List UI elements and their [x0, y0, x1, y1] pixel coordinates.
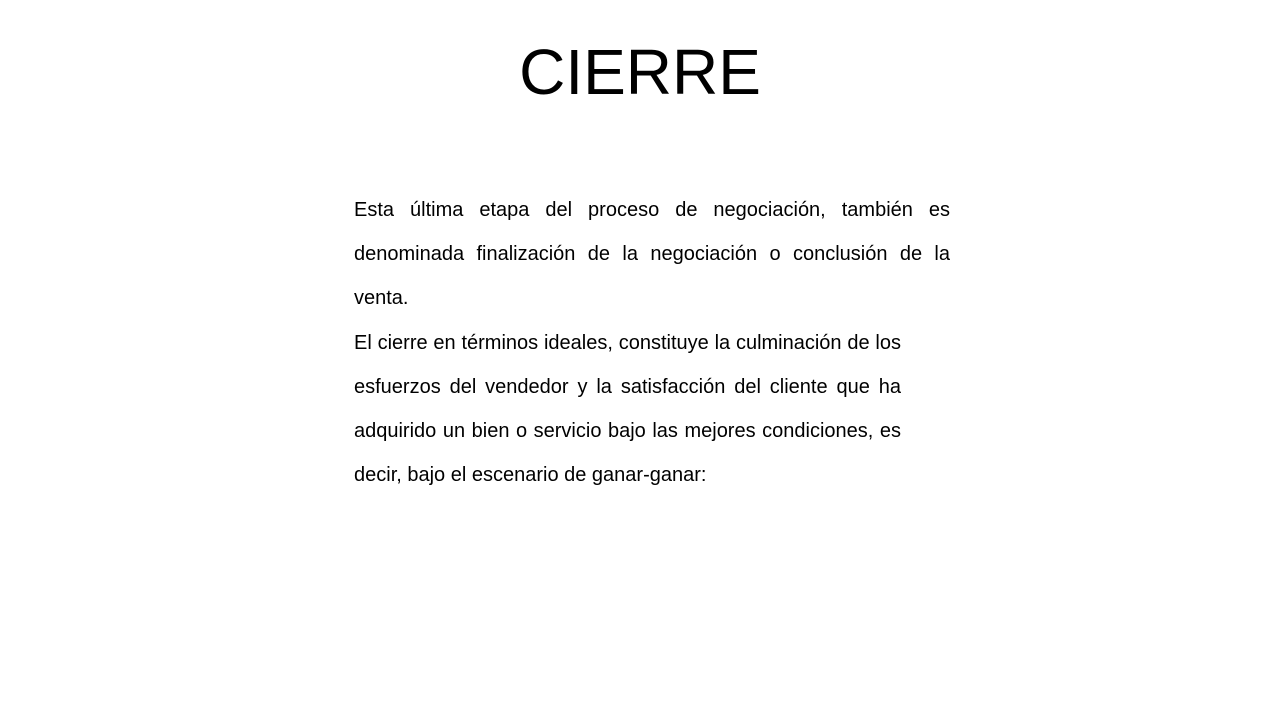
paragraph-definition: Esta última etapa del proceso de negociación, también es denominada finalización de la negociación o conclusión de la venta. — [354, 199, 950, 309]
slide-title: CIERRE — [519, 36, 761, 108]
paragraph-ideal-close: El cierre en términos ideales, constituye la culminación de los esfuerzos del vendedor y la satisfacción del cliente que ha adquirido un bien o servicio bajo las mejores condiciones, es decir, bajo el escenario de ganar-ganar: — [354, 332, 901, 486]
